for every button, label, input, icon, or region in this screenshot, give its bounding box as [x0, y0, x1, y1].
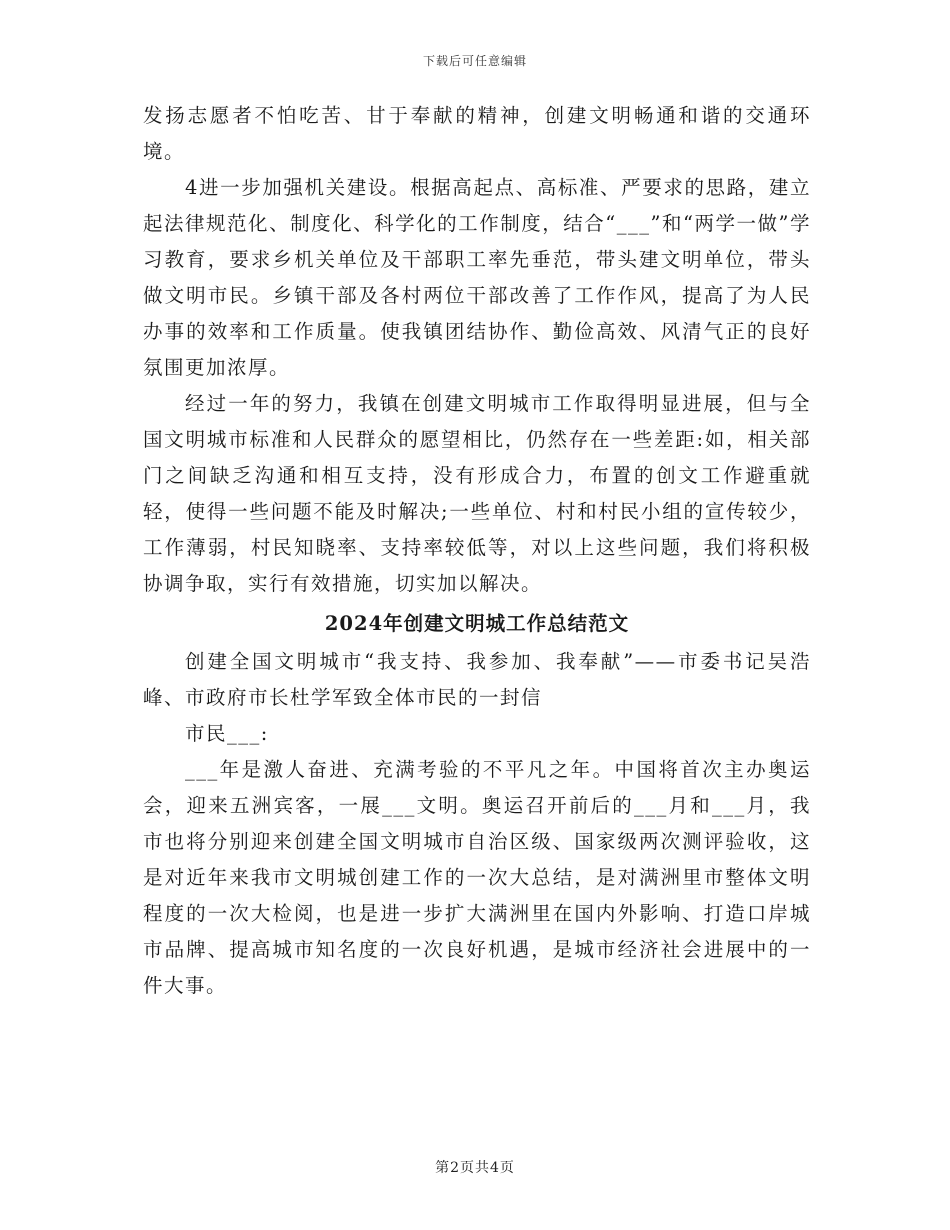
letter-salutation: 市民___: [185, 722, 269, 745]
paragraph-3: 经过一年的努力，我镇在创建文明城市工作取得明显进展，但与全国文明城市标准和人民群众的愿望相比，仍然存在一些差距:如，相关部门之间缺乏沟通和相互支持，没有形成合力，布置的创文工作避重就轻，使得一些问题不能及时解决;一些单位、村和村民小组的宣传较少，工作薄弱，村民知晓率、支持率较低等，对以上这些问题，我们将积极协调争取，实行有效措施，切实加以解决。 [143, 392, 811, 595]
document-body [143, 98, 811, 1004]
section-title: 2024年创建文明城工作总结范文 [324, 612, 630, 635]
paragraph-1: 发扬志愿者不怕吃苦、甘于奉献的精神，创建文明畅通和谐的交通环境。 [143, 104, 811, 163]
paragraph-2: 4进一步加强机关建设。根据高起点、高标准、严要求的思路，建立起法律规范化、制度化、科学化的工作制度，结合“___”和“两学一做”学习教育，要求乡机关单位及干部职工率先垂范，带头建文明单位，带头做文明市民。乡镇干部及各村两位干部改善了工作作风，提高了为人民办事的效率和工作质量。使我镇团结协作、勤俭高效、风清气正的良好氛围更加浓厚。 [143, 176, 811, 379]
letter-paragraph: ___年是激人奋进、充满考验的不平凡之年。中国将首次主办奥运会，迎来五洲宾客，一展___文明。奥运召开前后的___月和___月，我市也将分别迎来创建全国文明城市自治区级、国家级两次测评验收，这是对近年来我市文明城创建工作的一次大总结，是对满洲里市整体文明程度的一次大检阅，也是进一步扩大满洲里在国内外影响、打造口岸城市品牌、提高城市知名度的一次良好机遇，是城市经济社会进展中的一件大事。 [143, 758, 811, 997]
letter-heading: 创建全国文明城市“我支持、我参加、我奉献”——市委书记吴浩峰、市政府市长杜学军致全体市民的一封信 [143, 650, 811, 709]
page-header: 下载后可任意编辑 [422, 54, 527, 68]
page-number: 第2页共4页 [435, 1160, 515, 1176]
